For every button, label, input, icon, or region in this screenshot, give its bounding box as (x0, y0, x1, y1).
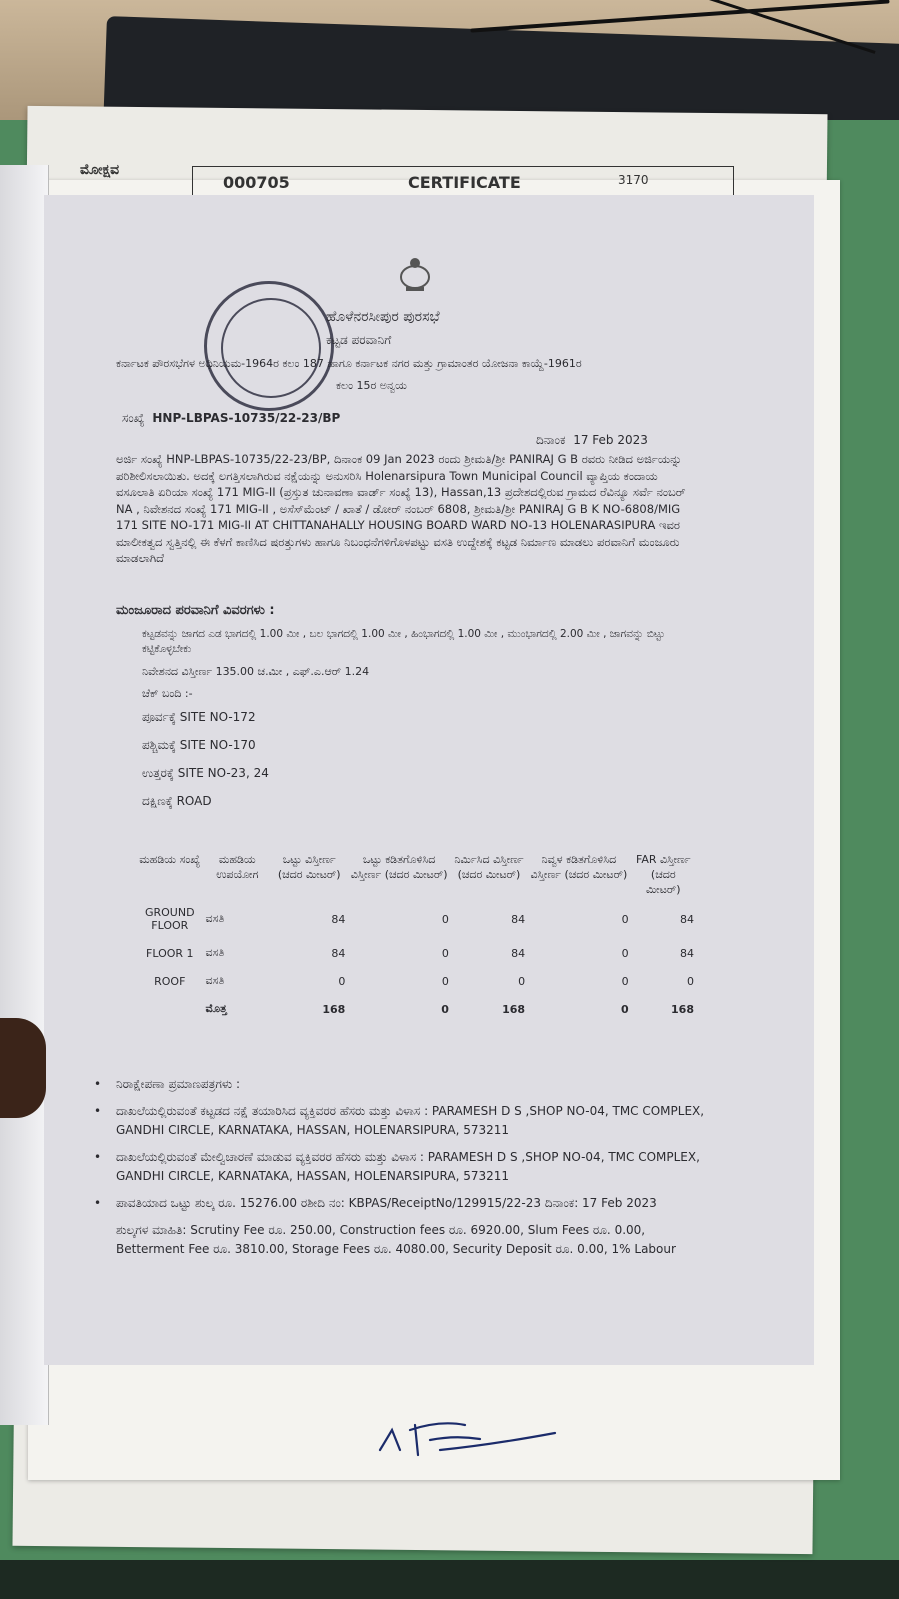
authority-name: ಹೊಳೆನರಸೀಪುರ ಪುರಸಭೆ (326, 309, 440, 325)
table-row: GROUND FLOOR ವಸತಿ 84 0 84 0 84 (144, 906, 694, 932)
list-item: • ನಿರಾಕ್ಷೇಪಣಾ ಪ್ರಮಾಣಪತ್ರಗಳು : (94, 1077, 241, 1091)
table-row: ROOF ವಸತಿ 0 0 0 0 0 (154, 974, 694, 988)
site-area-text: ನಿವೇಶನದ ವಿಸ್ತೀರ್ಣ 135.00 ಚ.ಮೀ , ಎಫ್.ಎ.ಆರ್ 1.24 (142, 665, 370, 678)
thumb (0, 1018, 46, 1118)
boundary-north: ಉತ್ತರಕ್ಕೆ SITE NO-23, 24 (142, 766, 269, 780)
col-header: ಒಟ್ಟು ಕಡಿತಗೊಳಿಸಿದ ವಿಸ್ತೀರ್ಣ (ಚದರ ಮೀಟರ್) (350, 853, 448, 881)
strip-number: 000705 (223, 173, 290, 192)
col-header: ಒಟ್ಟು ವಿಸ್ತೀರ್ಣ (ಚದರ ಮೀಟರ್) (277, 853, 341, 881)
signature-icon (370, 1395, 570, 1465)
table-row: FLOOR 1 ವಸತಿ 84 0 84 0 84 (146, 946, 694, 960)
document-type: ಕಟ್ಟಡ ಪರವಾನಿಗೆ (326, 333, 392, 347)
act-reference-2: ಕಲಂ 15ರ ಅನ್ವಯ (336, 379, 407, 392)
ref-label: ಸಂಖ್ಯೆ (122, 411, 145, 425)
act-reference: ಕರ್ನಾಟಕ ಪೌರಸಭೆಗಳ ಅಧಿನಿಯಮ-1964ರ ಕಲಂ 187 ಹಾಗೂ ಕರ್ನಾಟಕ ನಗರ ಮತ್ತು ಗ್ರಾಮಾಂತರ ಯೋಜನಾ ಕಾಯ್ದೆ-1961ರ (116, 357, 582, 370)
date-label: ದಿನಾಂಕ (536, 433, 566, 447)
col-header: ನಿರ್ಮಿಸಿದ ವಿಸ್ತೀರ್ಣ (ಚದರ ಮೀಟರ್) (454, 853, 524, 881)
boundary-west: ಪಶ್ಚಿಮಕ್ಕೆ SITE NO-170 (142, 738, 256, 752)
strip-certificate: CERTIFICATE (408, 173, 521, 192)
application-paragraph: ಅರ್ಜಿ ಸಂಖ್ಯೆ HNP-LBPAS-10735/22-23/BP, ದಿನಾಂಕ 09 Jan 2023 ರಂದು ಶ್ರೀಮತಿ/ಶ್ರೀ PANIRAJ G B ರವರು ನೀಡಿದ ಅರ್ಜಿಯನ್ನು ಪರಿಶೀಲಿಸಲಾಯಿತು. ಅದಕ್ಕೆ ಲಗತ್ತಿಸಲಾಗಿರುವ ನಕ್ಷೆಯನ್ನು ಅನುಸರಿಸಿ Holenarsipura Town Municipal Council ವ್ಯಾಪ್ತಿಯ ಕಂದಾಯ ವಸೂಲಾತಿ ಏರಿಯಾ ಸಂಖ್ಯೆ 171 MIG-II (ಪ್ರಸ್ತುತ ಚುನಾವಣಾ ವಾರ್ಡ್ ಸಂಖ್ಯೆ 13), Hassan,13 ಪ್ರದೇಶದಲ್ಲಿರುವ ಗ್ರಾಮದ ರೆವಿನ್ಯೂ ಸರ್ವೆ ನಂಬರ್ NA , ನಿವೇಶನದ ಸಂಖ್ಯೆ 171 MIG-II , ಅಸೆಸ್‌ಮೆಂಟ್ / ಖಾತೆ / ಡೋರ್ ನಂಬರ್ 6808, ಶ್ರೀಮತಿ/ಶ್ರೀ PANIRAJ G B K NO-6808/MIG 171 SITE NO-171 MIG-II AT CHITTANAHALLY HOUSING BOARD WARD NO-13 HOLENARASIPURA ಇವರ ಮಾಲೀಕತ್ವದ ಸ್ವತ್ತಿನಲ್ಲಿ ಈ ಕೆಳಗೆ ಕಾಣಿಸಿದ ಷರತ್ತುಗಳು ಹಾಗೂ ನಿಬಂಧನೆಗಳಿಗೊಳಪಟ್ಟು ವಸತಿ ಉದ್ದೇಶಕ್ಕೆ ಕಟ್ಟಡ ನಿರ್ಮಾಣ ಮಾಡಲು ಪರವಾನಿಗೆ ಮಂಜೂರು ಮಾಡಲಾಗಿದೆ (116, 452, 686, 565)
table-edge (0, 1560, 899, 1599)
boundary-east: ಪೂರ್ವಕ್ಕೆ SITE NO-172 (142, 710, 256, 724)
col-header: ನಿವ್ವಳ ಕಡಿತಗೊಳಿಸಿದ ವಿಸ್ತೀರ್ಣ (ಚದರ ಮೀಟರ್) (530, 853, 628, 881)
list-item: • ಪಾವತಿಯಾದ ಒಟ್ಟು ಶುಲ್ಕ ರೂ. 15276.00 ರಶೀದಿ ನಂ: KBPAS/ReceiptNo/129915/22-23 ದಿನಾಂಕ: 17 Feb 2023 (94, 1196, 657, 1210)
ref-number: HNP-LBPAS-10735/22-23/BP (152, 411, 341, 425)
col-header: ಮಹಡಿಯ ಉಪಯೋಗ (216, 853, 259, 881)
conditions-list (94, 1075, 706, 1259)
book-pages (0, 165, 49, 1425)
certificate-strip (70, 158, 730, 198)
strip-right-number: 3170 (618, 173, 649, 187)
fees-text: ಶುಲ್ಕಗಳ ಮಾಹಿತಿ: Scrutiny Fee ರೂ. 250.00, Construction fees ರೂ. 6920.00, Slum Fees ರೂ. 0.00, Betterment Fee ರೂ. 3810.00, Storage Fees ರೂ. 4080.00, Security Deposit ರೂ. 0.00, 1% Labour (116, 1223, 676, 1256)
setback-text: ಕಟ್ಟಡವನ್ನು ಜಾಗದ ಎಡ ಭಾಗದಲ್ಲಿ 1.00 ಮೀ , ಬಲ ಭಾಗದಲ್ಲಿ 1.00 ಮೀ , ಹಿಂಭಾಗದಲ್ಲಿ 1.00 ಮೀ , ಮುಂಭಾಗದಲ್ಲಿ 2.00 ಮೀ , ಜಾಗವನ್ನು ಬಿಟ್ಟು ಕಟ್ಟಿಕೊಳ್ಳಬೇಕು (142, 628, 665, 655)
date-value: 17 Feb 2023 (573, 433, 648, 447)
boundaries-label: ಚೆಕ್ ಬಂದಿ :- (142, 687, 193, 700)
table-total-row: ಮೊತ್ತ 168 0 168 0 168 (205, 1002, 694, 1016)
boundary-south: ದಕ್ಷಿಣಕ್ಕೆ ROAD (142, 794, 212, 808)
approved-heading: ಮಂಜೂರಾದ ಪರವಾನಿಗೆ ವಿವರಗಳು : (116, 603, 275, 618)
strip-label: ಮೋಕ್ಷವ (80, 162, 120, 178)
floor-area-table (136, 850, 696, 1023)
municipal-seal-icon (204, 281, 334, 411)
permit-document (44, 195, 814, 1365)
emblem-icon (394, 253, 436, 295)
list-item: • ದಾಖಲೆಯಲ್ಲಿರುವಂತೆ ಮೇಲ್ವಿಚಾರಣೆ ಮಾಡುವ ವ್ಯಕ್ತಿವರರ ಹೆಸರು ಮತ್ತು ವಿಳಾಸ : PARAMESH D S ,SHOP NO-04, TMC COMPLEX, GANDHI CIRCLE, KARNATAKA, HASSAN, HOLENARSIPURA, 573211 (94, 1150, 700, 1183)
list-item: • ದಾಖಲೆಯಲ್ಲಿರುವಂತೆ ಕಟ್ಟಡದ ನಕ್ಷೆ ತಯಾರಿಸಿದ ವ್ಯಕ್ತಿವರರ ಹೆಸರು ಮತ್ತು ವಿಳಾಸ : PARAMESH D S ,SHOP NO-04, TMC COMPLEX, GANDHI CIRCLE, KARNATAKA, HASSAN, HOLENARSIPURA, 573211 (94, 1104, 705, 1137)
col-header: FAR ವಿಸ್ತೀರ್ಣ (ಚದರ ಮೀಟರ್) (636, 853, 691, 896)
col-header: ಮಹಡಿಯ ಸಂಖ್ಯೆ (139, 853, 201, 866)
